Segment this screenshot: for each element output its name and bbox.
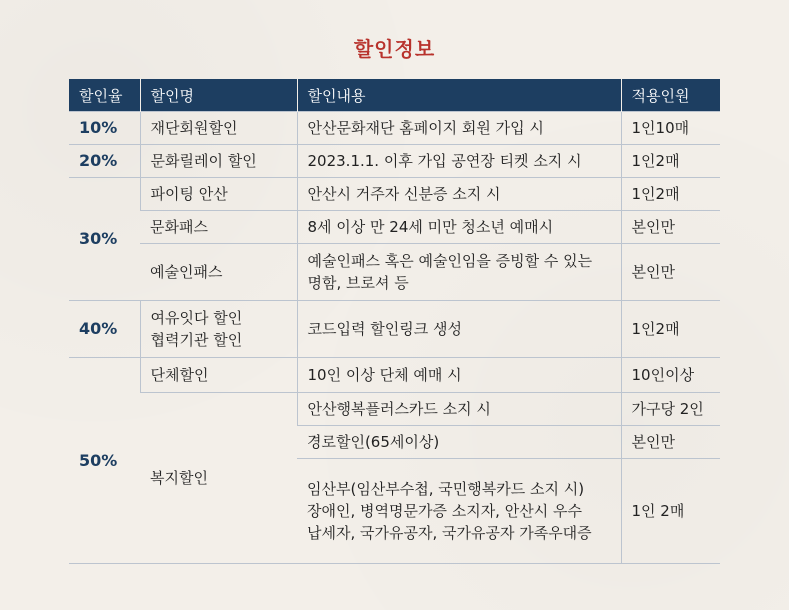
rate-cell: 40% — [69, 301, 140, 358]
page-title: 할인정보 — [353, 37, 436, 61]
discount-content-cell: 안산행복플러스카드 소지 시 — [297, 393, 621, 426]
discount-name-cell: 복지할인 — [140, 393, 297, 564]
discount-name-cell: 재단회원할인 — [140, 112, 297, 145]
table-row — [69, 358, 720, 393]
discount-name-cell: 단체할인 — [140, 358, 297, 393]
table-row — [69, 393, 720, 426]
rate-cell: 50% — [69, 358, 140, 564]
column-header-content: 할인내용 — [297, 79, 621, 112]
discount-content-cell: 안산문화재단 홈페이지 회원 가입 시 — [297, 112, 621, 145]
discount-content-cell: 10인 이상 단체 예매 시 — [297, 358, 621, 393]
people-cell: 본인만 — [621, 211, 720, 244]
discount-name-cell: 여유잇다 할인 협력기관 할인 — [140, 301, 297, 358]
people-cell: 10인이상 — [621, 358, 720, 393]
discount-content-cell: 경로할인(65세이상) — [297, 426, 621, 459]
column-header-people: 적용인원 — [621, 79, 720, 112]
rate-cell: 20% — [69, 145, 140, 178]
people-cell: 1인2매 — [621, 178, 720, 211]
discount-content-cell: 8세 이상 만 24세 미만 청소년 예매시 — [297, 211, 621, 244]
people-cell: 1인 2매 — [621, 459, 720, 564]
table-row — [69, 145, 720, 178]
table-row — [69, 178, 720, 211]
table-row — [69, 211, 720, 244]
discount-name-cell: 파이팅 안산 — [140, 178, 297, 211]
discount-content-cell: 안산시 거주자 신분증 소지 시 — [297, 178, 621, 211]
people-cell: 1인2매 — [621, 145, 720, 178]
table-header-row — [69, 79, 720, 112]
column-header-name: 할인명 — [140, 79, 297, 112]
table-row — [69, 112, 720, 145]
discount-content-cell: 임산부(임산부수첩, 국민행복카드 소지 시) 장애인, 병역명문가증 소지자, 안산시 우수 납세자, 국가유공자, 국가유공자 가족우대증 — [297, 459, 621, 564]
people-cell: 가구당 2인 — [621, 393, 720, 426]
people-cell: 1인10매 — [621, 112, 720, 145]
discount-name-cell: 예술인패스 — [140, 244, 297, 301]
discount-content-cell: 코드입력 할인링크 생성 — [297, 301, 621, 358]
table-row — [69, 301, 720, 358]
column-header-rate: 할인율 — [69, 79, 140, 112]
people-cell: 1인2매 — [621, 301, 720, 358]
rate-cell: 30% — [69, 178, 140, 301]
discount-content-cell: 2023.1.1. 이후 가입 공연장 티켓 소지 시 — [297, 145, 621, 178]
table-row — [69, 244, 720, 301]
people-cell: 본인만 — [621, 244, 720, 301]
discount-name-cell: 문화릴레이 할인 — [140, 145, 297, 178]
people-cell: 본인만 — [621, 426, 720, 459]
discount-table — [69, 79, 720, 564]
discount-name-cell: 문화패스 — [140, 211, 297, 244]
discount-content-cell: 예술인패스 혹은 예술인임을 증빙할 수 있는 명함, 브로셔 등 — [297, 244, 621, 301]
rate-cell: 10% — [69, 112, 140, 145]
